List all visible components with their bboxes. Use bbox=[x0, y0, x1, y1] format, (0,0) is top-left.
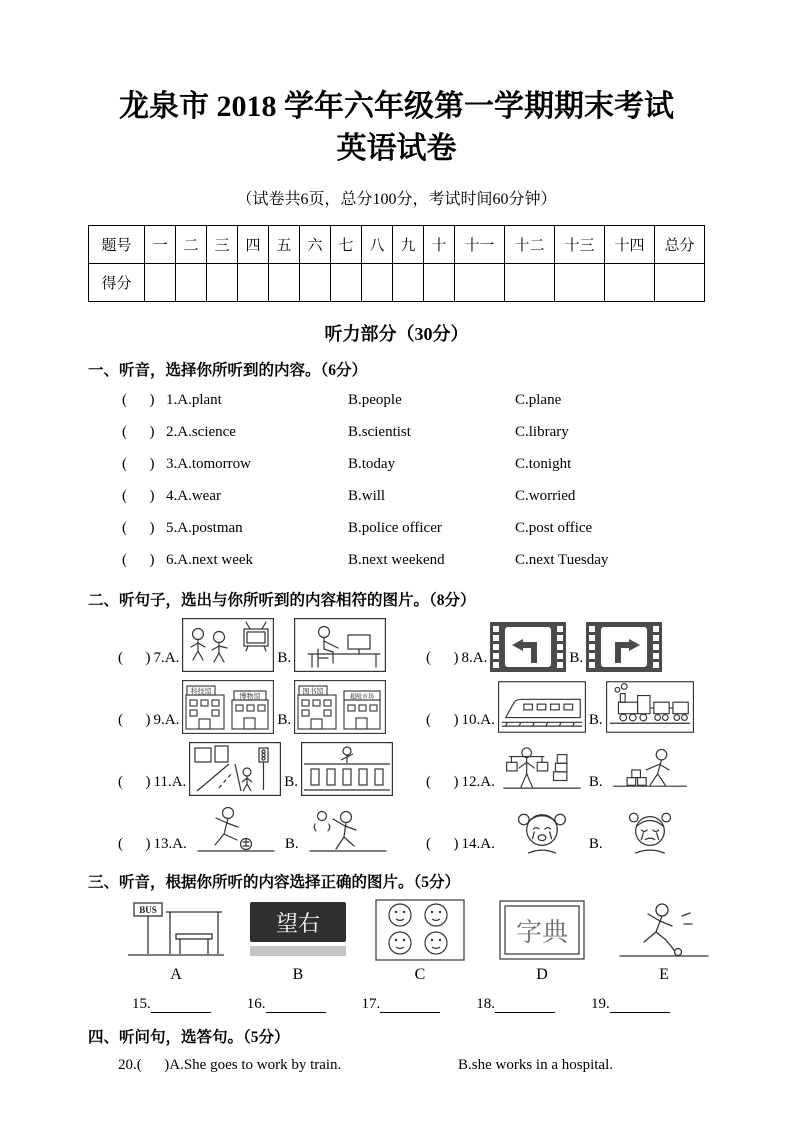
score-table-score-label: 得分 bbox=[89, 264, 145, 302]
score-col: 八 bbox=[362, 226, 393, 264]
image-7b-boy-at-computer-icon bbox=[294, 618, 386, 672]
score-cell bbox=[424, 264, 455, 302]
score-cell bbox=[655, 264, 705, 302]
option-c: C.tonight bbox=[515, 455, 572, 472]
score-col: 七 bbox=[331, 226, 362, 264]
picture-row-11-12 bbox=[88, 742, 705, 796]
question-9 bbox=[118, 680, 426, 734]
answer-blank-17 bbox=[362, 996, 441, 1013]
option-b-label: B. bbox=[588, 774, 603, 790]
blank-number: 16. bbox=[246, 996, 266, 1012]
option-b: B.people bbox=[348, 391, 402, 408]
answer-paren: ( ) bbox=[118, 836, 151, 852]
part4-title: 四、听问句，选答句。（5分） bbox=[88, 1029, 290, 1046]
part3-answer-blanks bbox=[88, 996, 705, 1013]
option-b-label: B. bbox=[588, 712, 603, 728]
title-line1: 龙泉市 2018 学年六年级第一学期期末考试 bbox=[119, 90, 674, 123]
image-13b-boy-playing-ball-icon bbox=[302, 804, 394, 858]
score-col: 十一 bbox=[455, 226, 505, 264]
image-8a-turn-left-sign-icon bbox=[490, 622, 566, 672]
part3-option-c bbox=[370, 898, 470, 984]
image-c-four-faces-icon bbox=[370, 898, 470, 962]
image-8b-turn-right-sign-icon bbox=[586, 622, 662, 672]
blank-underline bbox=[610, 998, 670, 1013]
option-b-label: B. bbox=[588, 836, 603, 852]
score-cell bbox=[555, 264, 605, 302]
score-col: 一 bbox=[145, 226, 176, 264]
option-a: A.She goes to work by train. bbox=[169, 1057, 342, 1073]
score-col: 五 bbox=[269, 226, 300, 264]
option-b: B.scientist bbox=[348, 423, 411, 440]
svg-text:超级市场: 超级市场 bbox=[350, 694, 375, 701]
question-row-5 bbox=[88, 512, 705, 544]
answer-blank-15 bbox=[132, 996, 211, 1013]
score-col: 总分 bbox=[655, 226, 705, 264]
question-number: 14.A. bbox=[461, 836, 495, 852]
option-b: B.will bbox=[348, 487, 386, 504]
part2-title: 二、听句子，选出与你所听到的内容相符的图片。（8分） bbox=[88, 592, 476, 609]
answer-paren: ( ) bbox=[122, 519, 155, 536]
question-12 bbox=[426, 742, 694, 796]
question-number: 11.A. bbox=[153, 774, 187, 790]
image-9a-science-museum-icon bbox=[182, 680, 274, 734]
answer-paren: ( ) bbox=[122, 487, 155, 504]
option-b-label: B. bbox=[284, 774, 299, 790]
image-a-bus-stop-icon bbox=[126, 898, 226, 962]
option-b: B.next weekend bbox=[348, 551, 445, 568]
score-col: 二 bbox=[176, 226, 207, 264]
answer-paren: ( ) bbox=[426, 774, 459, 790]
option-letter: C bbox=[414, 966, 426, 983]
question-7 bbox=[118, 618, 426, 672]
image-11a-street-traffic-light-icon bbox=[189, 742, 281, 796]
option-letter: A bbox=[170, 966, 182, 983]
image-10b-steam-train-icon bbox=[606, 680, 694, 734]
part3-option-a bbox=[126, 898, 226, 984]
question-row-3 bbox=[88, 448, 705, 480]
image-12b-boy-stacking-blocks-icon bbox=[606, 742, 694, 796]
answer-blank-18 bbox=[476, 996, 555, 1013]
score-cell bbox=[238, 264, 269, 302]
question-row-2 bbox=[88, 416, 705, 448]
image-7a-children-watching-tv-icon bbox=[182, 618, 274, 672]
question-10 bbox=[426, 680, 694, 734]
option-a: 1.A.plant bbox=[166, 391, 222, 408]
blank-number: 17. bbox=[361, 996, 381, 1012]
score-col: 十二 bbox=[505, 226, 555, 264]
option-letter: E bbox=[659, 966, 669, 983]
answer-paren: ( ) bbox=[426, 836, 459, 852]
score-col: 三 bbox=[207, 226, 238, 264]
question-20-left bbox=[118, 1057, 458, 1074]
svg-text:博物馆: 博物馆 bbox=[239, 692, 261, 701]
score-col: 十 bbox=[424, 226, 455, 264]
answer-paren: ( ) bbox=[122, 391, 155, 408]
score-cell bbox=[362, 264, 393, 302]
part3-images bbox=[88, 898, 705, 984]
option-b: B.police officer bbox=[348, 519, 442, 536]
question-number: 12.A. bbox=[461, 774, 495, 790]
svg-text:字典: 字典 bbox=[515, 918, 569, 947]
part3-option-b bbox=[248, 898, 348, 984]
question-row-1 bbox=[88, 384, 705, 416]
svg-text:图书馆: 图书馆 bbox=[302, 687, 324, 696]
blank-underline bbox=[495, 998, 555, 1013]
score-col: 四 bbox=[238, 226, 269, 264]
question-number: 7.A. bbox=[153, 650, 180, 666]
image-12a-man-carrying-goods-icon bbox=[498, 742, 586, 796]
question-number: 8.A. bbox=[461, 650, 488, 666]
score-cell bbox=[145, 264, 176, 302]
svg-text:望右: 望右 bbox=[275, 911, 321, 936]
option-a: 2.A.science bbox=[166, 423, 236, 440]
title-line2: 英语试卷 bbox=[336, 132, 457, 165]
blank-number: 15. bbox=[132, 996, 151, 1012]
svg-text:科技馆: 科技馆 bbox=[190, 687, 212, 696]
part3-option-d bbox=[492, 898, 592, 984]
score-cell bbox=[455, 264, 505, 302]
option-b: B.today bbox=[348, 455, 396, 472]
score-col: 十四 bbox=[605, 226, 655, 264]
answer-paren: ( ) bbox=[118, 650, 151, 666]
part1-questions bbox=[88, 384, 705, 576]
question-13 bbox=[118, 804, 426, 858]
score-cell bbox=[207, 264, 238, 302]
question-11 bbox=[118, 742, 426, 796]
question-14 bbox=[426, 804, 694, 858]
score-table-header-row bbox=[89, 226, 705, 264]
part1-title: 一、听音，选择你所听到的内容。（6分） bbox=[88, 362, 368, 379]
score-table bbox=[88, 225, 705, 302]
image-14b-sad-girl-icon bbox=[606, 804, 694, 858]
score-cell bbox=[331, 264, 362, 302]
page-title bbox=[88, 86, 705, 170]
score-cell bbox=[505, 264, 555, 302]
option-a: 3.A.tomorrow bbox=[166, 455, 251, 472]
question-number: 20.( ) bbox=[118, 1057, 170, 1073]
answer-blank-16 bbox=[247, 996, 326, 1013]
question-number: 10.A. bbox=[461, 712, 495, 728]
answer-paren: ( ) bbox=[426, 650, 459, 666]
option-c: C.plane bbox=[515, 391, 562, 408]
option-letter: B bbox=[292, 966, 304, 983]
score-cell bbox=[300, 264, 331, 302]
part3-title: 三、听音，根据你所听的内容选择正确的图片。（5分） bbox=[88, 874, 461, 891]
question-number: 9.A. bbox=[153, 712, 180, 728]
score-table-score-row bbox=[89, 264, 705, 302]
image-13a-boy-kicking-ball-icon bbox=[190, 804, 282, 858]
image-b-wangyou-sign-icon bbox=[248, 898, 348, 962]
blank-number: 18. bbox=[476, 996, 495, 1012]
option-c: C.worried bbox=[515, 487, 576, 504]
answer-paren: ( ) bbox=[122, 551, 155, 568]
option-a: 4.A.wear bbox=[166, 487, 221, 504]
option-a: 6.A.next week bbox=[166, 551, 254, 568]
option-c: C.library bbox=[515, 423, 569, 440]
exam-subtitle: （试卷共6页，总分100分，考试时间60分钟） bbox=[236, 191, 557, 208]
answer-paren: ( ) bbox=[118, 774, 151, 790]
picture-row-13-14 bbox=[88, 804, 705, 858]
image-9b-library-supermarket-icon bbox=[294, 680, 386, 734]
picture-row-9-10 bbox=[88, 680, 705, 734]
option-b-label: B. bbox=[277, 650, 292, 666]
score-col: 九 bbox=[393, 226, 424, 264]
score-col: 十三 bbox=[555, 226, 605, 264]
option-b-label: B. bbox=[284, 836, 299, 852]
option-letter: D bbox=[536, 966, 548, 983]
image-d-dictionary-sign-icon bbox=[492, 898, 592, 962]
listening-section-title: 听力部分（30分） bbox=[324, 324, 469, 344]
blank-number: 19. bbox=[591, 996, 610, 1012]
option-c: C.post office bbox=[515, 519, 593, 536]
blank-underline bbox=[380, 998, 440, 1013]
question-row-4 bbox=[88, 480, 705, 512]
question-number: 13.A. bbox=[153, 836, 187, 852]
picture-row-7-8 bbox=[88, 618, 705, 672]
question-row-20 bbox=[88, 1057, 705, 1074]
option-b-label: B. bbox=[569, 650, 584, 666]
svg-text:BUS: BUS bbox=[139, 905, 157, 915]
option-b: B.she works in a hospital. bbox=[458, 1057, 613, 1073]
score-col: 六 bbox=[300, 226, 331, 264]
score-cell bbox=[393, 264, 424, 302]
question-8 bbox=[426, 622, 662, 672]
image-11b-zebra-crossing-icon bbox=[301, 742, 393, 796]
score-cell bbox=[176, 264, 207, 302]
score-table-header-label: 题号 bbox=[89, 226, 145, 264]
option-c: C.next Tuesday bbox=[515, 551, 609, 568]
image-14a-crying-girl-icon bbox=[498, 804, 586, 858]
answer-paren: ( ) bbox=[122, 423, 155, 440]
option-a: 5.A.postman bbox=[166, 519, 243, 536]
score-cell bbox=[605, 264, 655, 302]
blank-underline bbox=[151, 998, 211, 1013]
answer-paren: ( ) bbox=[122, 455, 155, 472]
question-row-6 bbox=[88, 544, 705, 576]
part3-option-e bbox=[614, 898, 714, 984]
image-e-running-kid-icon bbox=[614, 898, 714, 962]
score-cell bbox=[269, 264, 300, 302]
image-10a-high-speed-train-icon bbox=[498, 680, 586, 734]
answer-blank-19 bbox=[591, 996, 670, 1013]
blank-underline bbox=[266, 998, 326, 1013]
answer-paren: ( ) bbox=[118, 712, 151, 728]
answer-paren: ( ) bbox=[426, 712, 459, 728]
option-b-label: B. bbox=[277, 712, 292, 728]
